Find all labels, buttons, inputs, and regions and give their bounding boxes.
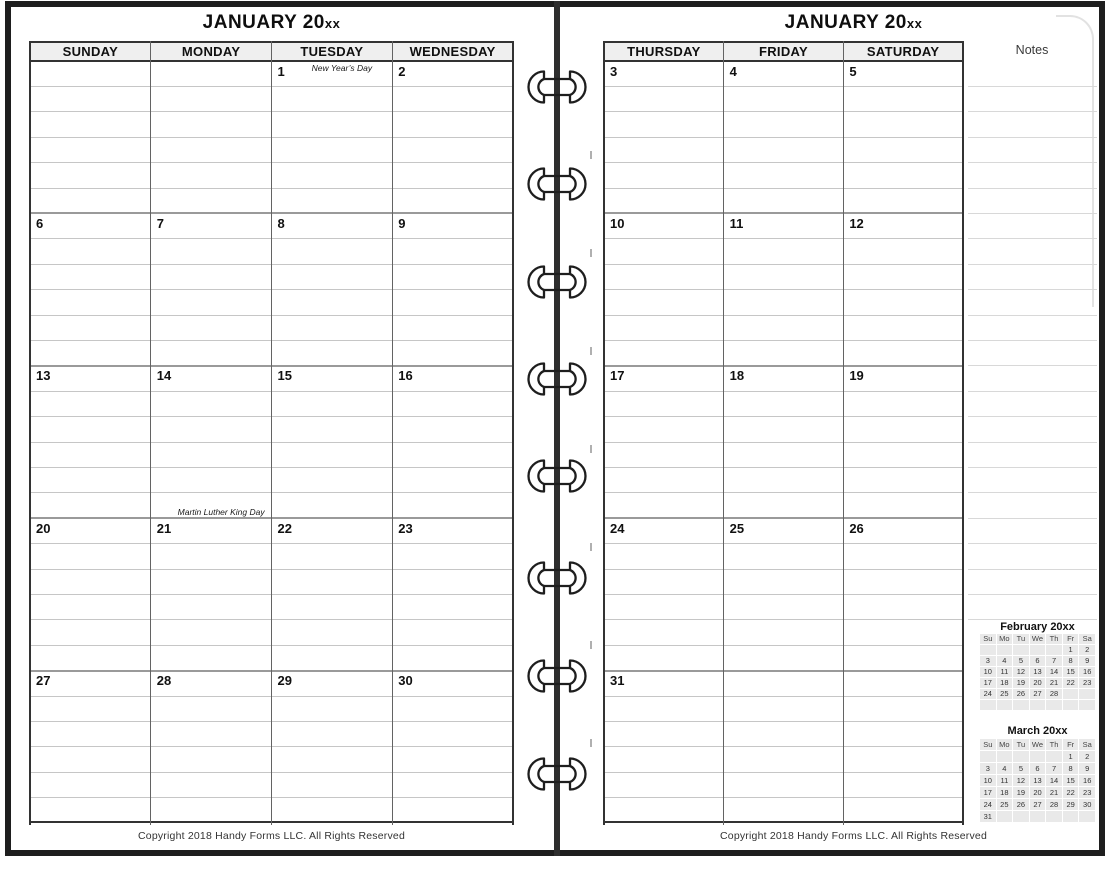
day-number: 4 <box>729 63 737 79</box>
binder-ring-icon <box>524 69 590 105</box>
left-title-month: JANUARY 20 <box>202 12 325 33</box>
week-separator-line <box>604 365 963 367</box>
mini-cal-date-cell: 11 <box>997 775 1013 786</box>
mini-cal-date-cell: 18 <box>997 678 1013 688</box>
mini-cal-date-cell: 2 <box>1079 645 1095 655</box>
row-line <box>604 721 963 722</box>
mini-cal-date-cell: 14 <box>1046 667 1062 677</box>
row-line <box>604 111 963 112</box>
mini-cal-day-header: Tu <box>1013 739 1029 750</box>
mini-cal-day-header: Sa <box>1079 739 1095 750</box>
right-title-year-suffix: xx <box>906 16 923 31</box>
row-line <box>604 340 963 341</box>
mini-cal-date-cell: 22 <box>1063 678 1079 688</box>
mini-cal-date-cell: 7 <box>1046 656 1062 666</box>
day-header-monday: MONDAY <box>181 44 241 59</box>
left-title-year-suffix: xx <box>324 16 341 31</box>
mini-cal-date-cell: 29 <box>1063 799 1079 810</box>
row-line <box>604 467 963 468</box>
mini-cal-date-cell <box>1013 700 1029 710</box>
notes-line <box>968 594 1097 595</box>
day-number: 9 <box>398 215 406 231</box>
mini-cal-date-cell: 23 <box>1079 678 1095 688</box>
mini-cal-date-cell: 2 <box>1079 751 1095 762</box>
right-page-footer: Copyright 2018 Handy Forms LLC. All Rights Reserved <box>720 830 987 842</box>
mini-cal-day-header: Fr <box>1063 634 1079 644</box>
grid-edge-line <box>29 41 31 825</box>
left-page-title <box>30 12 513 34</box>
day-number: 23 <box>398 520 413 536</box>
notes-line <box>968 340 1097 341</box>
mini-cal-date-cell <box>1030 700 1046 710</box>
mini-cal-date-cell: 14 <box>1046 775 1062 786</box>
row-line <box>604 315 963 316</box>
mini-cal-date-cell <box>1030 751 1046 762</box>
mini-cal-date-cell <box>997 645 1013 655</box>
mini-cal-date-cell: 13 <box>1030 775 1046 786</box>
mini-cal-date-cell: 18 <box>997 787 1013 798</box>
column-line <box>271 41 272 825</box>
grid-edge-line <box>512 41 514 825</box>
day-number: 25 <box>729 520 745 536</box>
mini-cal-date-cell: 20 <box>1030 678 1046 688</box>
mini-cal-day-header: Tu <box>1013 634 1029 644</box>
mini-cal-date-cell: 9 <box>1079 763 1095 774</box>
mini-cal-date-cell: 16 <box>1079 667 1095 677</box>
notes-line <box>968 492 1097 493</box>
mini-cal-date-cell: 1 <box>1063 645 1079 655</box>
mini-cal-day-header: Su <box>980 739 996 750</box>
row-line <box>604 238 963 239</box>
mini-cal-date-cell: 24 <box>980 689 996 699</box>
notes-label: Notes <box>1015 43 1049 57</box>
mini-cal-date-cell: 12 <box>1013 775 1029 786</box>
day-number: 30 <box>398 673 413 689</box>
mini-calendar <box>980 634 1095 710</box>
left-page-footer: Copyright 2018 Handy Forms LLC. All Rights Reserved <box>138 830 405 842</box>
column-line <box>843 41 844 825</box>
day-number: 6 <box>36 215 44 231</box>
day-number: 16 <box>398 368 413 384</box>
notes-line <box>968 289 1097 290</box>
day-header-friday: FRIDAY <box>758 44 808 59</box>
week-separator-line <box>604 670 963 672</box>
mini-cal-date-cell <box>980 700 996 710</box>
mini-cal-day-header: Sa <box>1079 634 1095 644</box>
mini-cal-day-header: Mo <box>997 739 1013 750</box>
mini-cal-date-cell <box>997 700 1013 710</box>
day-number: 22 <box>277 520 292 536</box>
mini-cal-date-cell: 22 <box>1063 787 1079 798</box>
mini-cal-date-cell: 27 <box>1030 799 1046 810</box>
day-number: 3 <box>610 63 618 79</box>
mini-cal-date-cell <box>1030 811 1046 822</box>
right-page-title <box>604 12 1103 34</box>
punch-mark <box>590 445 592 453</box>
mini-cal-date-cell: 30 <box>1079 799 1095 810</box>
row-line <box>604 594 963 595</box>
mini-cal-date-cell <box>1046 811 1062 822</box>
row-line <box>604 569 963 570</box>
binder-ring-icon <box>524 264 590 300</box>
binder-ring-icon <box>524 166 590 202</box>
notes-line <box>968 569 1097 570</box>
right-title-month: JANUARY 20 <box>784 12 907 33</box>
mini-cal-date-cell <box>1030 645 1046 655</box>
punch-mark <box>590 249 592 257</box>
binder-ring-icon <box>524 756 590 792</box>
mini-cal-date-cell <box>1013 811 1029 822</box>
mini-cal-date-cell <box>1079 700 1095 710</box>
day-number: 15 <box>277 368 292 384</box>
mini-cal-date-cell <box>1079 689 1095 699</box>
mini-cal-date-cell: 20 <box>1030 787 1046 798</box>
row-line <box>604 696 963 697</box>
notes-line <box>968 86 1097 87</box>
mini-cal-date-cell <box>1063 689 1079 699</box>
mini-cal-date-cell: 23 <box>1079 787 1095 798</box>
mini-cal-date-cell: 19 <box>1013 678 1029 688</box>
day-number: 8 <box>277 215 285 231</box>
mini-cal-date-cell: 5 <box>1013 656 1029 666</box>
mini-cal-date-cell <box>1046 751 1062 762</box>
day-number: 13 <box>36 368 51 384</box>
day-number: 5 <box>849 63 857 79</box>
mini-cal-date-cell: 13 <box>1030 667 1046 677</box>
holiday-label: Martin Luther King Day <box>177 506 265 517</box>
mini-cal-date-cell: 21 <box>1046 678 1062 688</box>
mini-cal-date-cell: 17 <box>980 787 996 798</box>
notes-line <box>968 365 1097 366</box>
day-number: 7 <box>156 215 164 231</box>
binder-ring-icon <box>524 560 590 596</box>
row-line <box>604 416 963 417</box>
grid-edge-line <box>962 41 964 825</box>
binder-ring-icon <box>524 361 590 397</box>
mini-cal-date-cell: 28 <box>1046 689 1062 699</box>
day-number: 29 <box>277 673 292 689</box>
mini-calendar-title: February 20xx <box>1000 621 1075 633</box>
mini-cal-day-header: We <box>1030 634 1046 644</box>
notes-line <box>968 137 1097 138</box>
row-line <box>604 188 963 189</box>
mini-cal-date-cell: 10 <box>980 775 996 786</box>
notes-line <box>968 518 1097 519</box>
notes-line <box>968 188 1097 189</box>
mini-cal-date-cell <box>997 751 1013 762</box>
punch-mark <box>590 151 592 159</box>
mini-cal-date-cell: 31 <box>980 811 996 822</box>
mini-cal-date-cell: 4 <box>997 656 1013 666</box>
mini-cal-date-cell: 10 <box>980 667 996 677</box>
notes-line <box>968 238 1097 239</box>
row-line <box>604 162 963 163</box>
mini-cal-date-cell <box>1013 645 1029 655</box>
day-number: 14 <box>156 368 172 384</box>
day-number: 26 <box>849 520 864 536</box>
binder-ring-icon <box>524 458 590 494</box>
row-line <box>604 391 963 392</box>
row-line <box>604 86 963 87</box>
row-line <box>604 543 963 544</box>
mini-cal-date-cell: 16 <box>1079 775 1095 786</box>
mini-cal-date-cell: 4 <box>997 763 1013 774</box>
binder-ring-icon <box>524 658 590 694</box>
mini-cal-date-cell: 21 <box>1046 787 1062 798</box>
day-number: 24 <box>610 520 625 536</box>
row-line <box>604 137 963 138</box>
mini-cal-date-cell: 17 <box>980 678 996 688</box>
holiday-label: New Year’s Day <box>311 63 373 73</box>
row-line <box>604 645 963 646</box>
mini-cal-date-cell <box>1046 645 1062 655</box>
notes-line <box>968 162 1097 163</box>
mini-cal-date-cell <box>980 645 996 655</box>
day-header-thursday: THURSDAY <box>627 44 701 59</box>
mini-cal-date-cell: 7 <box>1046 763 1062 774</box>
mini-cal-date-cell: 26 <box>1013 689 1029 699</box>
grid-edge-line <box>603 41 605 825</box>
mini-cal-day-header: Mo <box>997 634 1013 644</box>
day-header-wednesday: WEDNESDAY <box>409 44 496 59</box>
day-number: 17 <box>610 368 625 384</box>
mini-cal-date-cell: 15 <box>1063 775 1079 786</box>
column-line <box>150 41 151 825</box>
mini-cal-date-cell <box>1063 811 1079 822</box>
notes-line <box>968 264 1097 265</box>
mini-cal-date-cell <box>1013 751 1029 762</box>
punch-mark <box>590 739 592 747</box>
mini-cal-date-cell: 5 <box>1013 763 1029 774</box>
column-line <box>392 41 393 825</box>
day-number: 31 <box>610 673 625 689</box>
row-line <box>604 772 963 773</box>
column-line <box>723 41 724 825</box>
day-header-saturday: SATURDAY <box>866 44 940 59</box>
notes-line <box>968 543 1097 544</box>
mini-cal-date-cell <box>1063 700 1079 710</box>
grid-top-border <box>604 41 963 43</box>
mini-cal-date-cell: 19 <box>1013 787 1029 798</box>
day-header-tuesday: TUESDAY <box>300 44 364 59</box>
notes-line <box>968 467 1097 468</box>
row-line <box>604 442 963 443</box>
mini-cal-date-cell: 26 <box>1013 799 1029 810</box>
day-number: 21 <box>156 520 172 536</box>
notes-line <box>968 442 1097 443</box>
day-number: 1 <box>277 63 285 79</box>
mini-cal-day-header: Fr <box>1063 739 1079 750</box>
mini-cal-date-cell: 25 <box>997 799 1013 810</box>
mini-cal-date-cell: 12 <box>1013 667 1029 677</box>
mini-cal-date-cell <box>980 751 996 762</box>
grid-bottom-border <box>604 821 963 823</box>
mini-cal-date-cell: 27 <box>1030 689 1046 699</box>
mini-cal-date-cell: 9 <box>1079 656 1095 666</box>
punch-mark <box>590 641 592 649</box>
day-number: 28 <box>156 673 172 689</box>
punch-mark <box>590 543 592 551</box>
binder-spine <box>554 1 560 856</box>
mini-cal-date-cell: 6 <box>1030 763 1046 774</box>
row-line <box>604 746 963 747</box>
row-line <box>604 492 963 493</box>
day-number: 19 <box>849 368 864 384</box>
day-number: 12 <box>849 215 864 231</box>
mini-calendar <box>980 739 1095 822</box>
mini-cal-date-cell <box>1046 700 1062 710</box>
day-number: 20 <box>36 520 51 536</box>
mini-cal-day-header: Th <box>1046 634 1062 644</box>
mini-cal-date-cell: 24 <box>980 799 996 810</box>
mini-cal-date-cell: 15 <box>1063 667 1079 677</box>
day-number: 2 <box>398 63 406 79</box>
day-number: 10 <box>610 215 625 231</box>
notes-line <box>968 213 1097 214</box>
row-line <box>604 619 963 620</box>
mini-cal-date-cell: 28 <box>1046 799 1062 810</box>
mini-cal-day-header: Th <box>1046 739 1062 750</box>
header-bottom-border <box>604 60 963 62</box>
notes-line <box>968 315 1097 316</box>
mini-cal-date-cell: 11 <box>997 667 1013 677</box>
day-number: 27 <box>36 673 51 689</box>
mini-cal-date-cell: 1 <box>1063 751 1079 762</box>
mini-cal-date-cell <box>997 811 1013 822</box>
mini-cal-day-header: We <box>1030 739 1046 750</box>
mini-cal-date-cell: 8 <box>1063 763 1079 774</box>
day-number: 11 <box>729 215 744 231</box>
mini-cal-date-cell: 3 <box>980 763 996 774</box>
mini-cal-date-cell: 6 <box>1030 656 1046 666</box>
notes-line <box>968 111 1097 112</box>
mini-cal-date-cell: 3 <box>980 656 996 666</box>
row-line <box>604 289 963 290</box>
punch-mark <box>590 347 592 355</box>
day-number: 18 <box>729 368 745 384</box>
week-separator-line <box>604 517 963 519</box>
mini-cal-date-cell <box>1079 811 1095 822</box>
week-separator-line <box>604 212 963 214</box>
mini-cal-day-header: Su <box>980 634 996 644</box>
mini-cal-date-cell: 25 <box>997 689 1013 699</box>
notes-line <box>968 416 1097 417</box>
day-header-sunday: SUNDAY <box>62 44 119 59</box>
mini-cal-date-cell: 8 <box>1063 656 1079 666</box>
notes-line <box>968 391 1097 392</box>
row-line <box>604 264 963 265</box>
mini-calendar-title: March 20xx <box>1007 725 1068 737</box>
row-line <box>604 797 963 798</box>
